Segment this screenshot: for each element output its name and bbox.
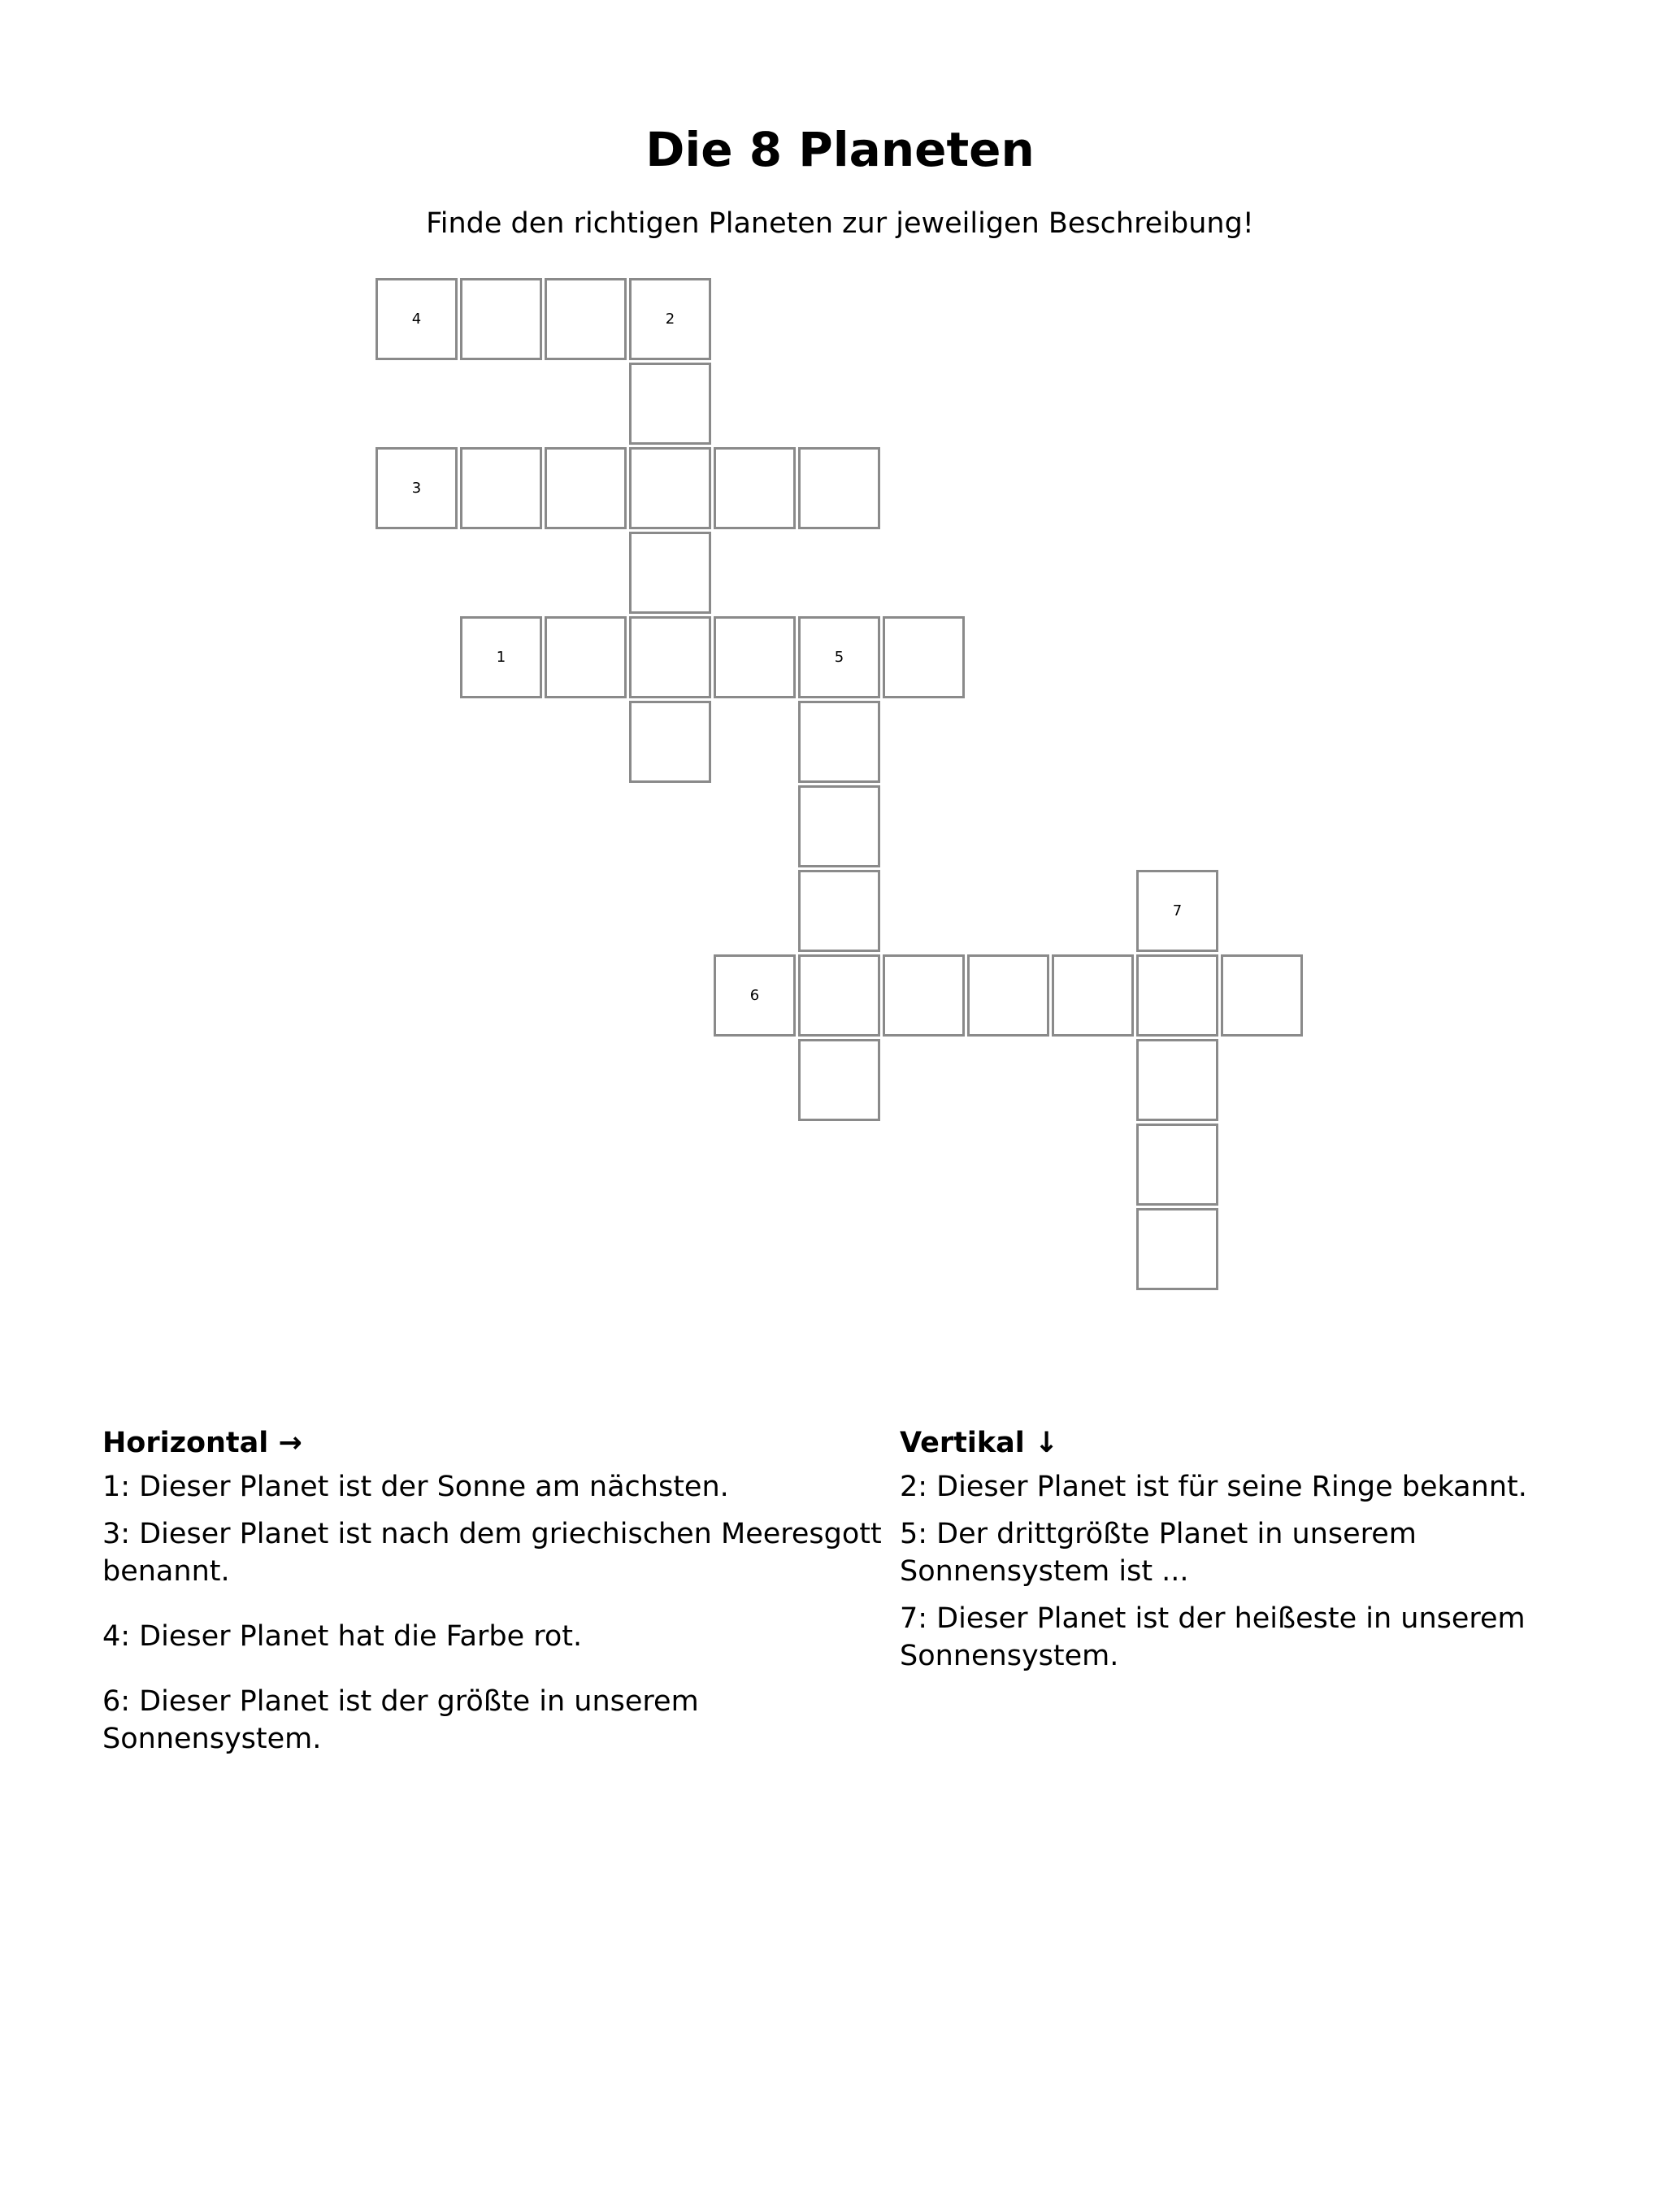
crossword-cell[interactable]: [629, 701, 711, 783]
clue-number: 6: [749, 987, 760, 1004]
page-title: Die 8 Planeten: [645, 122, 1035, 177]
vertical-heading: Vertikal ↓: [900, 1427, 1059, 1459]
crossword-cell[interactable]: [798, 616, 880, 698]
crossword-cell[interactable]: [460, 278, 542, 360]
clue-item: 2: Dieser Planet ist für seine Ringe bekannt.: [900, 1471, 1527, 1503]
crossword-cell[interactable]: [1136, 954, 1218, 1037]
crossword-cell[interactable]: [714, 616, 796, 698]
crossword-cell[interactable]: [1221, 954, 1303, 1037]
crossword-cell[interactable]: [883, 954, 965, 1037]
clue-item: 1: Dieser Planet ist der Sonne am nächsten.: [102, 1471, 729, 1503]
clue-number: 2: [665, 311, 675, 328]
crossword-cell[interactable]: [798, 1039, 880, 1121]
clue-number: 5: [834, 649, 844, 666]
clue-item: 6: Dieser Planet ist der größte in unserem Sonnensystem.: [102, 1685, 699, 1755]
crossword-cell[interactable]: [1136, 1208, 1218, 1290]
crossword-cell[interactable]: [798, 870, 880, 952]
crossword-cell[interactable]: [629, 616, 711, 698]
crossword-cell[interactable]: [629, 278, 711, 360]
crossword-cell[interactable]: [629, 532, 711, 614]
crossword-cell[interactable]: [967, 954, 1049, 1037]
clue-number: 7: [1172, 902, 1183, 919]
crossword-cell[interactable]: [798, 785, 880, 867]
crossword-cell[interactable]: [798, 447, 880, 529]
crossword-cell[interactable]: [460, 616, 542, 698]
clue-item: 4: Dieser Planet hat die Farbe rot.: [102, 1620, 583, 1653]
crossword-cell[interactable]: [714, 954, 796, 1037]
crossword-cell[interactable]: [1136, 1124, 1218, 1206]
crossword-cell[interactable]: [376, 447, 458, 529]
crossword-cell[interactable]: [460, 447, 542, 529]
crossword-cell[interactable]: [629, 447, 711, 529]
clue-item: 7: Dieser Planet ist der heißeste in unserem Sonnensystem.: [900, 1602, 1526, 1672]
clue-number: 4: [411, 311, 422, 328]
crossword-cell[interactable]: [545, 616, 627, 698]
crossword-cell[interactable]: [1136, 870, 1218, 952]
crossword-cell[interactable]: [714, 447, 796, 529]
crossword-cell[interactable]: [798, 701, 880, 783]
vertical-clues: [900, 1424, 1599, 1684]
crossword-cell[interactable]: [1136, 1039, 1218, 1121]
crossword-cell[interactable]: [545, 278, 627, 360]
clue-number: 3: [411, 480, 422, 497]
crossword-cell[interactable]: [798, 954, 880, 1037]
crossword-cell[interactable]: [1052, 954, 1134, 1037]
crossword-cell[interactable]: [545, 447, 627, 529]
clue-item: 3: Dieser Planet ist nach dem griechischen Meeresgott benannt.: [102, 1518, 882, 1588]
clue-item: 5: Der drittgrößte Planet in unserem Sonnensystem ist ...: [900, 1518, 1417, 1588]
crossword-cell[interactable]: [883, 616, 965, 698]
crossword-cell[interactable]: [629, 363, 711, 445]
horizontal-clues: [102, 1424, 883, 1767]
clue-number: 1: [496, 649, 506, 666]
horizontal-heading: Horizontal →: [102, 1427, 302, 1459]
crossword-cell[interactable]: [376, 278, 458, 360]
page-subtitle: Finde den richtigen Planeten zur jeweiligen Beschreibung!: [426, 207, 1254, 240]
